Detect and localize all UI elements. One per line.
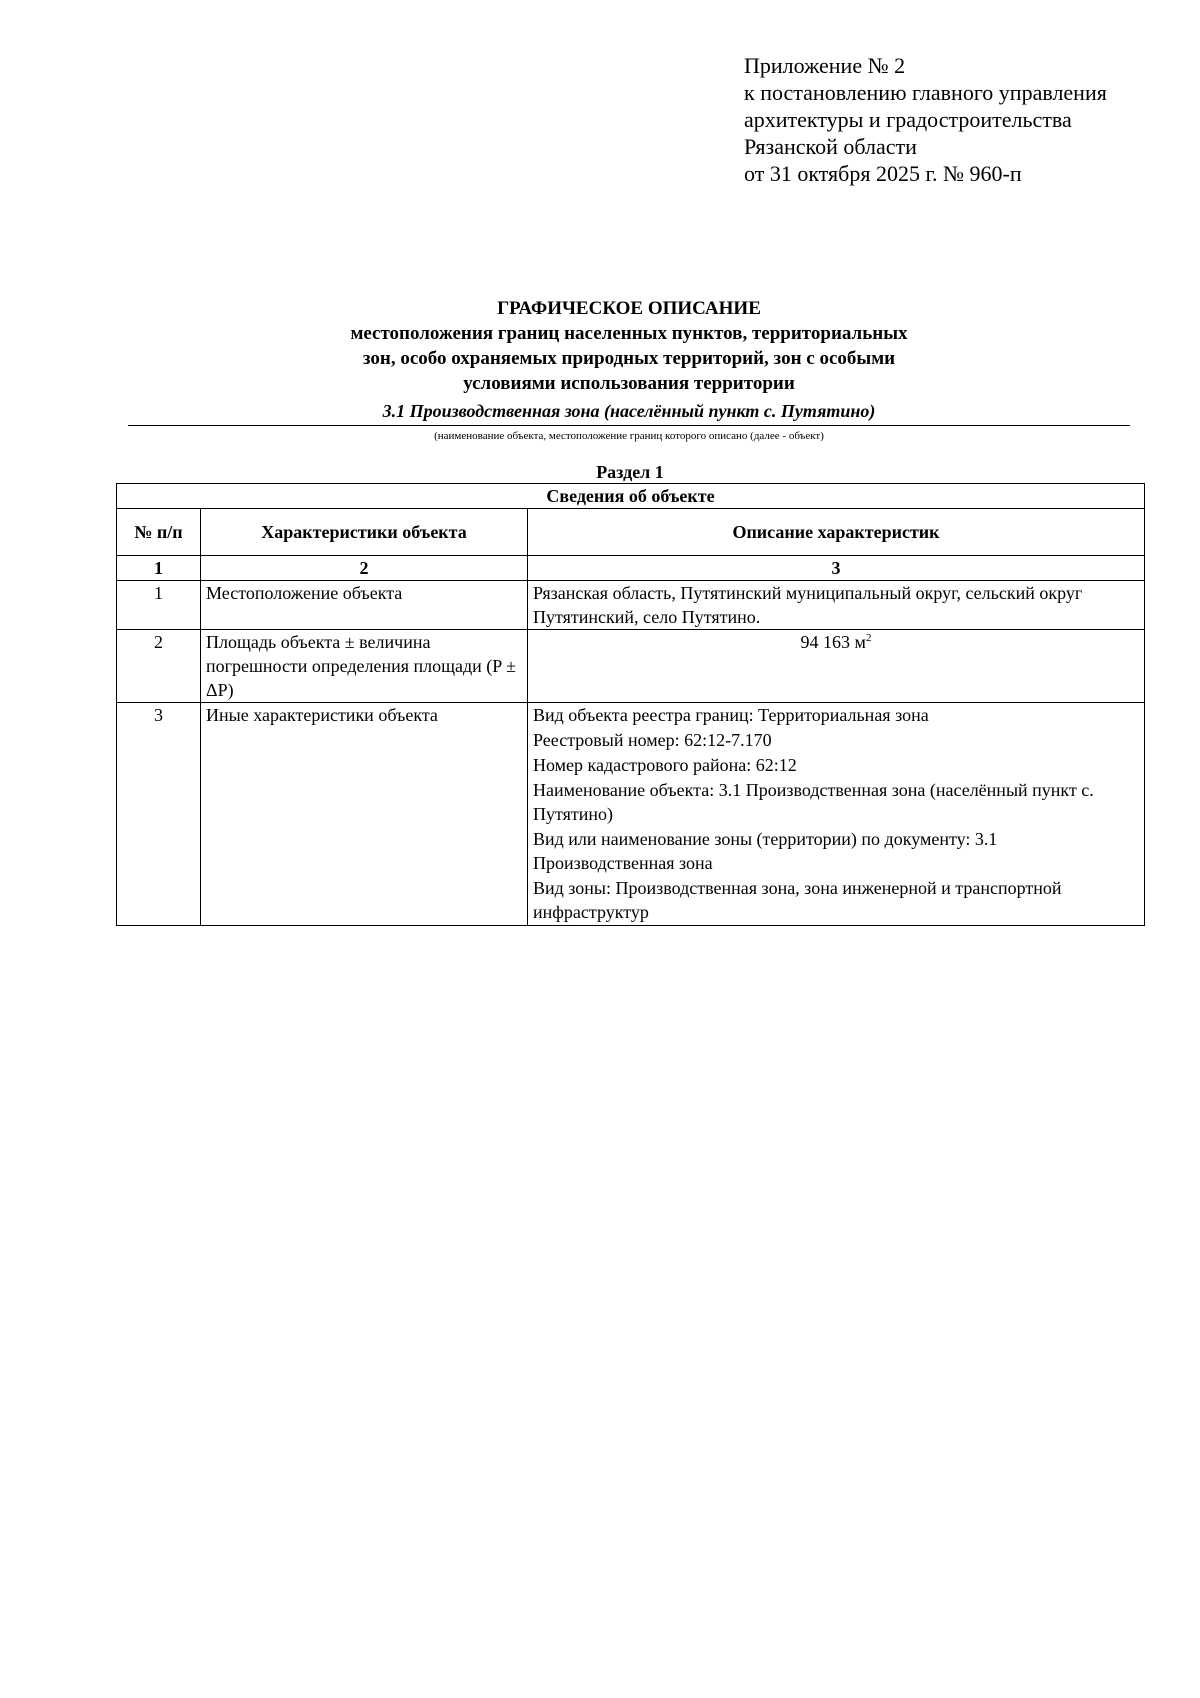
table-row — [117, 630, 1145, 703]
document-title: ГРАФИЧЕСКОЕ ОПИСАНИЕ — [497, 298, 761, 319]
description-line: Вид объекта реестра границ: Территориальная зона — [533, 705, 929, 725]
underline-rule — [128, 425, 1130, 426]
row-characteristic: Площадь объекта ± величина погрешности определения площади (P ± ΔP) — [201, 630, 528, 703]
document-title-block — [128, 296, 1130, 396]
annex-block — [744, 52, 1107, 187]
subtitle-line: условиями использования территории — [463, 373, 795, 394]
row-characteristic: Иные характеристики объекта — [201, 703, 528, 926]
description-line: Наименование объекта: 3.1 Производственная зона (населённый пункт с. Путятино) — [533, 780, 1094, 824]
annex-line: от 31 октября 2025 г. № 960-п — [744, 161, 1022, 186]
row-description-list — [528, 703, 1145, 926]
column-header-num: № п/п — [117, 509, 201, 556]
description-line: Реестровый номер: 62:12-7.170 — [533, 730, 772, 750]
column-header-description: Описание характеристик — [528, 509, 1145, 556]
annex-line: к постановлению главного управления — [744, 80, 1107, 105]
row-characteristic: Местоположение объекта — [201, 581, 528, 630]
area-value: 94 163 м — [800, 632, 866, 652]
object-info-table — [116, 483, 1145, 926]
column-index: 2 — [201, 556, 528, 581]
row-number: 1 — [117, 581, 201, 630]
object-caption: (наименование объекта, местоположение границ которого описано (далее - объект) — [434, 430, 824, 442]
subtitle-line: местоположения границ населенных пунктов, территориальных — [350, 323, 908, 344]
row-number: 2 — [117, 630, 201, 703]
annex-line: архитектуры и градостроительства — [744, 107, 1072, 132]
table-caption: Сведения об объекте — [117, 484, 1145, 509]
column-header-characteristic: Характеристики объекта — [201, 509, 528, 556]
area-value-cell — [528, 630, 1145, 703]
description-line: Вид или наименование зоны (территории) по документу: 3.1 Производственная зона — [533, 829, 998, 873]
table-row — [117, 703, 1145, 926]
subtitle-line: зон, особо охраняемых природных территорий, зон с особыми — [362, 348, 896, 369]
area-unit-superscript: 2 — [865, 632, 872, 644]
annex-line: Рязанской области — [744, 134, 917, 159]
description-line: Номер кадастрового района: 62:12 — [533, 755, 797, 775]
annex-line: Приложение № 2 — [744, 53, 906, 78]
column-index: 1 — [117, 556, 201, 581]
column-index: 3 — [528, 556, 1145, 581]
table-row — [117, 581, 1145, 630]
description-line: Вид зоны: Производственная зона, зона инженерной и транспортной инфраструктур — [533, 878, 1062, 922]
row-number: 3 — [117, 703, 201, 926]
section-title: Раздел 1 — [596, 462, 664, 482]
row-description: Рязанская область, Путятинский муниципальный округ, сельский округ Путятинский, село Путятино. — [528, 581, 1145, 630]
object-name: 3.1 Производственная зона (населённый пункт с. Путятино) — [382, 401, 876, 421]
